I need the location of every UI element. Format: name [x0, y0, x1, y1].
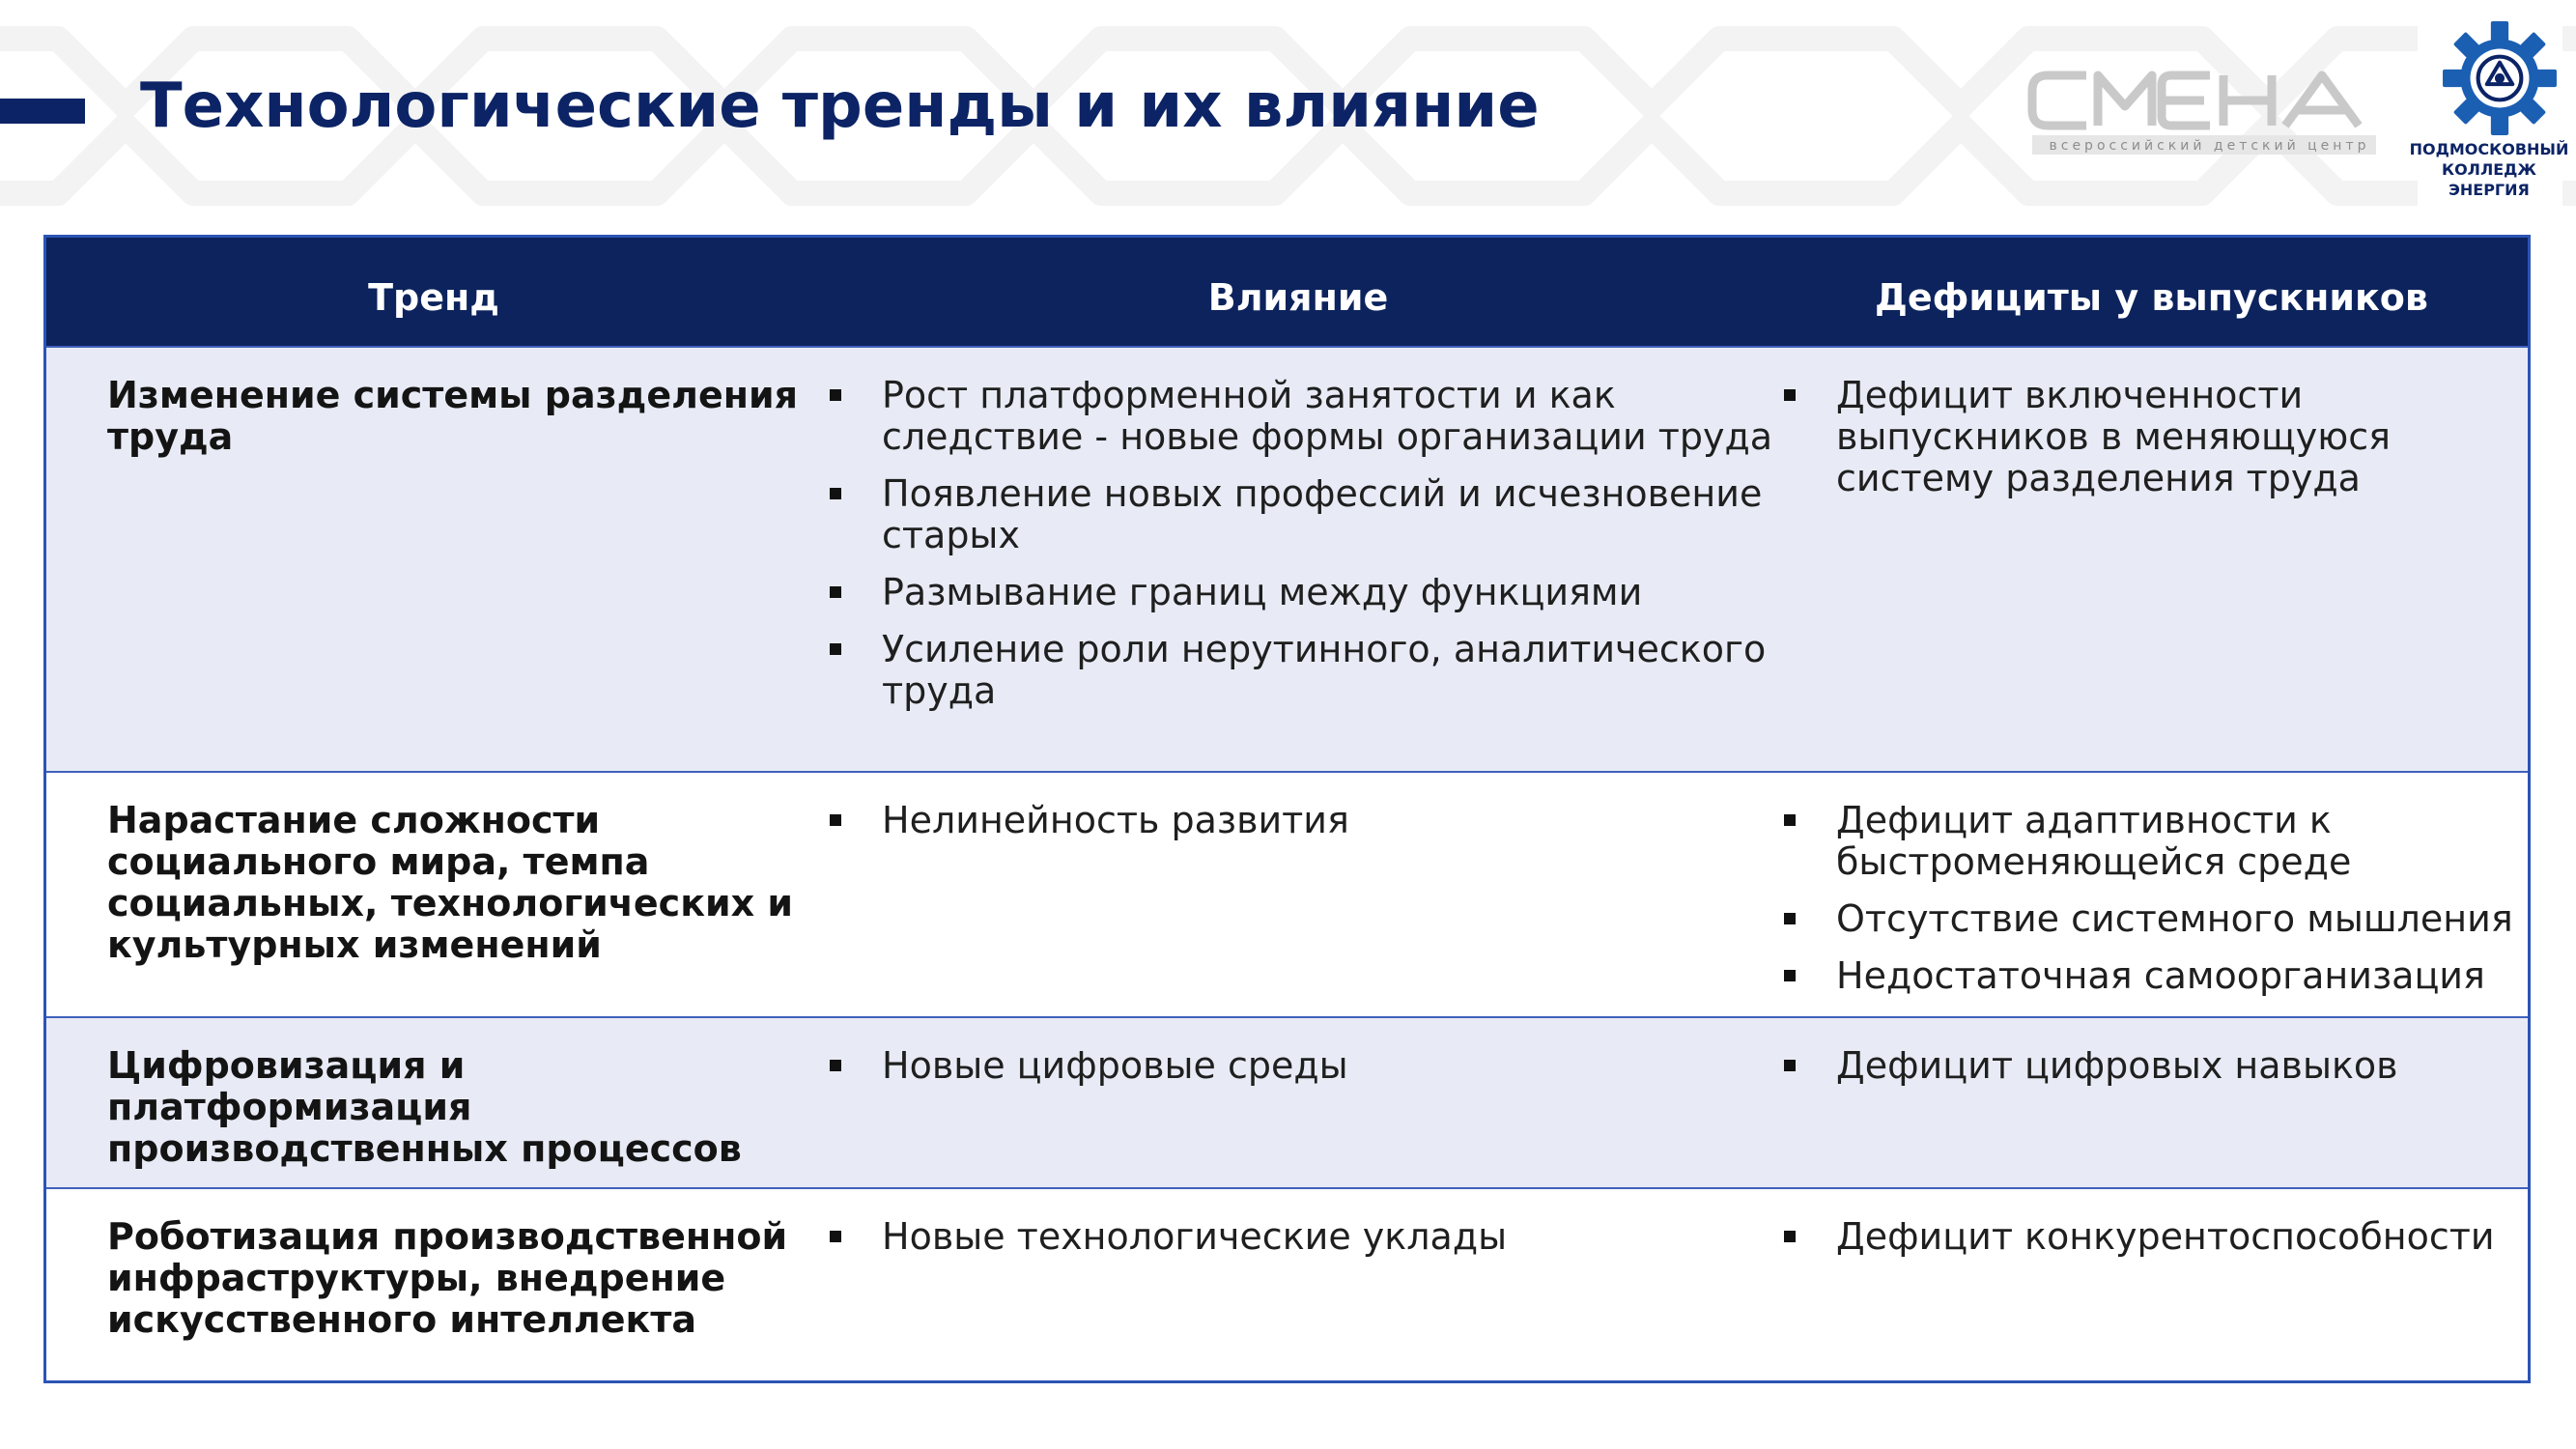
table-row	[46, 1188, 2528, 1380]
trend-cell: Цифровизация и платформизация производственных процессов	[46, 1017, 821, 1188]
impact-list	[821, 375, 1775, 712]
gear-icon	[2441, 19, 2559, 137]
deficit-list	[1775, 800, 2528, 997]
trend-cell: Роботизация производственной инфраструктуры, внедрение искусственного интеллекта	[46, 1188, 821, 1380]
impact-cell	[821, 347, 1775, 772]
header-deficits: Дефициты у выпускников	[1775, 238, 2528, 347]
trend-cell: Нарастание сложности социального мира, темпа социальных, технологических и культурных изменений	[46, 772, 821, 1017]
college-name-line: ПОДМОСКОВНЫЙ	[2409, 140, 2569, 158]
deficit-item: Недостаточная самоорганизация	[1775, 955, 2528, 997]
impact-item: Появление новых профессий и исчезновение старых	[821, 473, 1775, 556]
deficit-item: Дефицит конкурентоспособности	[1775, 1216, 2528, 1258]
impact-item: Новые технологические уклады	[821, 1216, 1775, 1258]
deficit-item: Отсутствие системного мышления	[1775, 898, 2528, 940]
impact-item: Нелинейность развития	[821, 800, 1775, 841]
deficit-cell	[1775, 1017, 2528, 1188]
impact-item: Размывание границ между функциями	[821, 572, 1775, 613]
trends-table	[43, 235, 2531, 1383]
impact-list	[821, 1216, 1775, 1258]
table-header-row	[46, 238, 2528, 347]
deficit-list	[1775, 1045, 2528, 1087]
smena-subtitle: всероссийский детский центр	[2049, 138, 2370, 154]
impact-item: Усиление роли нерутинного, аналитического труда	[821, 629, 1775, 712]
impact-item: Рост платформенной занятости и как следствие - новые формы организации труда	[821, 375, 1775, 458]
college-name-line: КОЛЛЕДЖ	[2441, 160, 2537, 179]
college-logo	[2409, 19, 2569, 208]
header-trend: Тренд	[46, 238, 821, 347]
impact-cell	[821, 1017, 1775, 1188]
title-accent-bar	[0, 99, 85, 124]
trend-cell: Изменение системы разделения труда	[46, 347, 821, 772]
impact-item: Новые цифровые среды	[821, 1045, 1775, 1087]
deficit-cell	[1775, 1188, 2528, 1380]
deficit-list	[1775, 375, 2528, 499]
deficit-cell	[1775, 772, 2528, 1017]
deficit-item: Дефицит адаптивности к быстроменяющейся среде	[1775, 800, 2528, 883]
impact-list	[821, 800, 1775, 841]
page-title: Технологические тренды и их влияние	[140, 71, 1540, 142]
impact-cell	[821, 772, 1775, 1017]
table-row	[46, 772, 2528, 1017]
deficit-item: Дефицит включенности выпускников в меняющуюся систему разделения труда	[1775, 375, 2528, 499]
deficit-list	[1775, 1216, 2528, 1258]
table-row	[46, 347, 2528, 772]
deficit-cell	[1775, 347, 2528, 772]
header-impact: Влияние	[821, 238, 1775, 347]
impact-list	[821, 1045, 1775, 1087]
deficit-item: Дефицит цифровых навыков	[1775, 1045, 2528, 1087]
impact-cell	[821, 1188, 1775, 1380]
college-name-line: ЭНЕРГИЯ	[2449, 181, 2530, 199]
table-row	[46, 1017, 2528, 1188]
